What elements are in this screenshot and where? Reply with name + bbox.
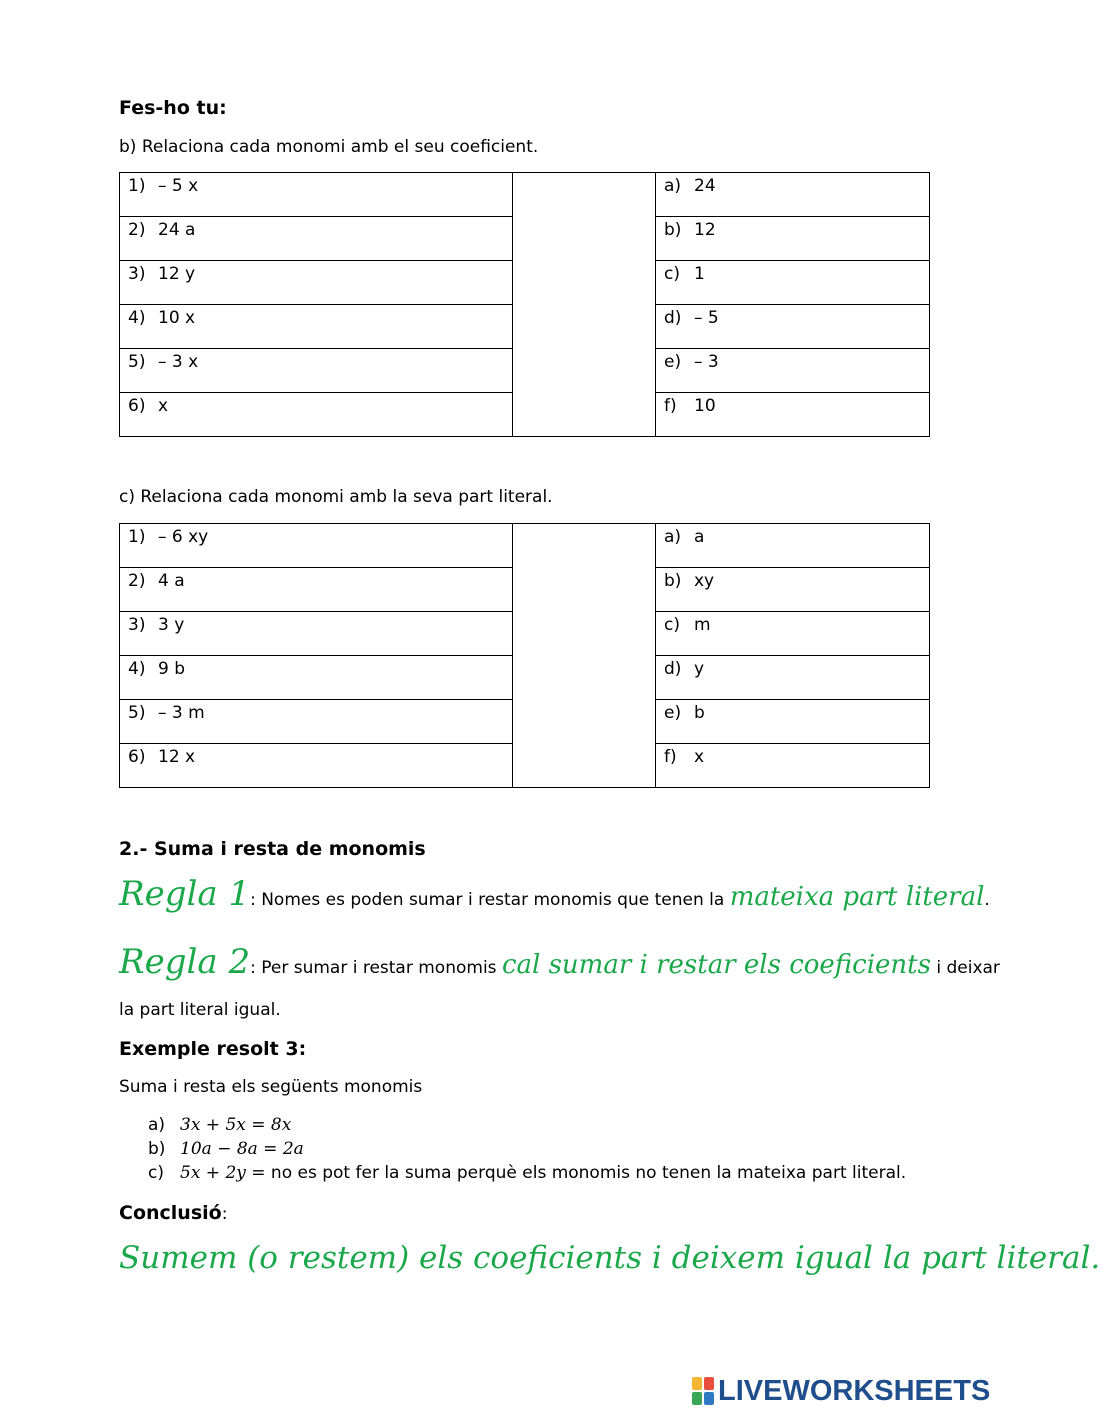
rule1-end: . [984, 890, 990, 910]
item-number: 4) [128, 659, 146, 679]
literal-monomial-cell[interactable] [120, 524, 513, 568]
coefficient-row [120, 173, 930, 217]
rule2 [119, 942, 1000, 982]
liveworksheets-logo[interactable] [692, 1374, 990, 1408]
monomial-value: 10 x [158, 308, 196, 328]
example-math: 5x + 2y = [180, 1163, 266, 1183]
monomial-value: 9 b [158, 659, 186, 679]
literal-answer-cell[interactable] [656, 700, 930, 744]
answer-value: 10 [694, 396, 716, 416]
answer-value: b [694, 703, 705, 723]
item-number: 6) [128, 747, 146, 767]
example-math: 3x + 5x = 8x [180, 1115, 292, 1135]
literal-monomial-cell[interactable] [120, 656, 513, 700]
example-item [148, 1113, 906, 1137]
monomial-value: – 3 x [158, 352, 199, 372]
example-title: Exemple resolt 3: [119, 1038, 307, 1060]
item-letter: f) [664, 396, 677, 416]
literal-row [120, 524, 930, 568]
item-letter: c) [664, 615, 680, 635]
example-mark: b) [148, 1139, 166, 1159]
item-number: 5) [128, 352, 146, 372]
literal-answer-cell[interactable] [656, 744, 930, 788]
monomial-value: – 6 xy [158, 527, 209, 547]
literal-answer-cell[interactable] [656, 524, 930, 568]
coefficient-answer-cell[interactable] [656, 261, 930, 305]
coefficient-match-area[interactable] [513, 173, 656, 437]
item-number: 3) [128, 615, 146, 635]
rule1-text: : Nomes es poden sumar i restar monomis que tenen la [250, 890, 730, 910]
item-number: 1) [128, 176, 146, 196]
fesho-title: Fes-ho tu: [119, 97, 227, 119]
monomial-value: 3 y [158, 615, 185, 635]
item-letter: d) [664, 308, 682, 328]
coefficient-monomial-cell[interactable] [120, 217, 513, 261]
examples-list [148, 1113, 906, 1185]
monomial-value: 24 a [158, 220, 196, 240]
answer-value: x [694, 747, 705, 767]
literal-answer-cell[interactable] [656, 656, 930, 700]
conclusion-colon: : [221, 1204, 228, 1224]
literal-monomial-cell[interactable] [120, 744, 513, 788]
rule1-label: Regla 1 [119, 874, 251, 914]
coefficient-answer-cell[interactable] [656, 349, 930, 393]
item-number: 2) [128, 571, 146, 591]
answer-value: y [694, 659, 705, 679]
item-number: 1) [128, 527, 146, 547]
coefficient-monomial-cell[interactable] [120, 261, 513, 305]
coefficient-monomial-cell[interactable] [120, 173, 513, 217]
monomial-value: 4 a [158, 571, 185, 591]
coefficient-matching-table [119, 172, 930, 437]
answer-value: 24 [694, 176, 716, 196]
c-instruction: c) Relaciona cada monomi amb la seva part literal. [119, 487, 553, 507]
rule2-label: Regla 2 [119, 942, 251, 982]
coefficient-answer-cell[interactable] [656, 393, 930, 437]
example-mark: a) [148, 1115, 166, 1135]
example-item [148, 1161, 906, 1185]
item-letter: b) [664, 220, 682, 240]
item-number: 2) [128, 220, 146, 240]
conclusion-heading [119, 1202, 227, 1224]
item-letter: e) [664, 352, 682, 372]
item-letter: a) [664, 527, 682, 547]
literal-answer-cell[interactable] [656, 568, 930, 612]
monomial-value: 12 x [158, 747, 196, 767]
example-text: no es pot fer la suma perquè els monomis no tenen la mateixa part literal. [265, 1163, 907, 1183]
coefficient-answer-cell[interactable] [656, 217, 930, 261]
rule2-highlight: cal sumar i restar els coeficients [501, 950, 931, 980]
monomial-value: x [158, 396, 169, 416]
answer-value: 1 [694, 264, 705, 284]
example-item [148, 1137, 906, 1161]
coefficient-monomial-cell[interactable] [120, 305, 513, 349]
example-math: 10a − 8a = 2a [180, 1139, 304, 1159]
rule2-line2: la part literal igual. [119, 1000, 281, 1020]
literal-monomial-cell[interactable] [120, 612, 513, 656]
literal-part-matching-table [119, 523, 930, 788]
item-letter: b) [664, 571, 682, 591]
answer-value: xy [694, 571, 715, 591]
rule1 [119, 874, 990, 914]
item-number: 5) [128, 703, 146, 723]
coefficient-answer-cell[interactable] [656, 173, 930, 217]
liveworksheets-logo-icon [692, 1377, 714, 1405]
answer-value: – 3 [694, 352, 719, 372]
literal-match-area[interactable] [513, 524, 656, 788]
item-letter: c) [664, 264, 680, 284]
monomial-value: – 3 m [158, 703, 205, 723]
rule1-highlight: mateixa part literal [729, 882, 985, 912]
section2-title: 2.- Suma i resta de monomis [119, 838, 426, 860]
conclusion-text: Sumem (o restem) els coeficients i deixem igual la part literal. [119, 1240, 1100, 1276]
coefficient-monomial-cell[interactable] [120, 349, 513, 393]
rule2-end: i deixar [930, 958, 1000, 978]
literal-monomial-cell[interactable] [120, 700, 513, 744]
example-intro: Suma i resta els següents monomis [119, 1077, 423, 1097]
monomial-value: – 5 x [158, 176, 199, 196]
coefficient-monomial-cell[interactable] [120, 393, 513, 437]
item-letter: d) [664, 659, 682, 679]
item-number: 6) [128, 396, 146, 416]
answer-value: a [694, 527, 705, 547]
answer-value: 12 [694, 220, 716, 240]
item-letter: f) [664, 747, 677, 767]
coefficient-answer-cell[interactable] [656, 305, 930, 349]
answer-value: m [694, 615, 711, 635]
answer-value: – 5 [694, 308, 719, 328]
literal-monomial-cell[interactable] [120, 568, 513, 612]
item-number: 4) [128, 308, 146, 328]
item-letter: e) [664, 703, 682, 723]
item-letter: a) [664, 176, 682, 196]
item-number: 3) [128, 264, 146, 284]
b-instruction: b) Relaciona cada monomi amb el seu coeficient. [119, 137, 539, 157]
conclusion-label: Conclusió [119, 1202, 222, 1224]
literal-answer-cell[interactable] [656, 612, 930, 656]
brand-name: LIVEWORKSHEETS [718, 1374, 991, 1407]
rule2-text: : Per sumar i restar monomis [250, 958, 502, 978]
example-mark: c) [148, 1163, 164, 1183]
monomial-value: 12 y [158, 264, 196, 284]
